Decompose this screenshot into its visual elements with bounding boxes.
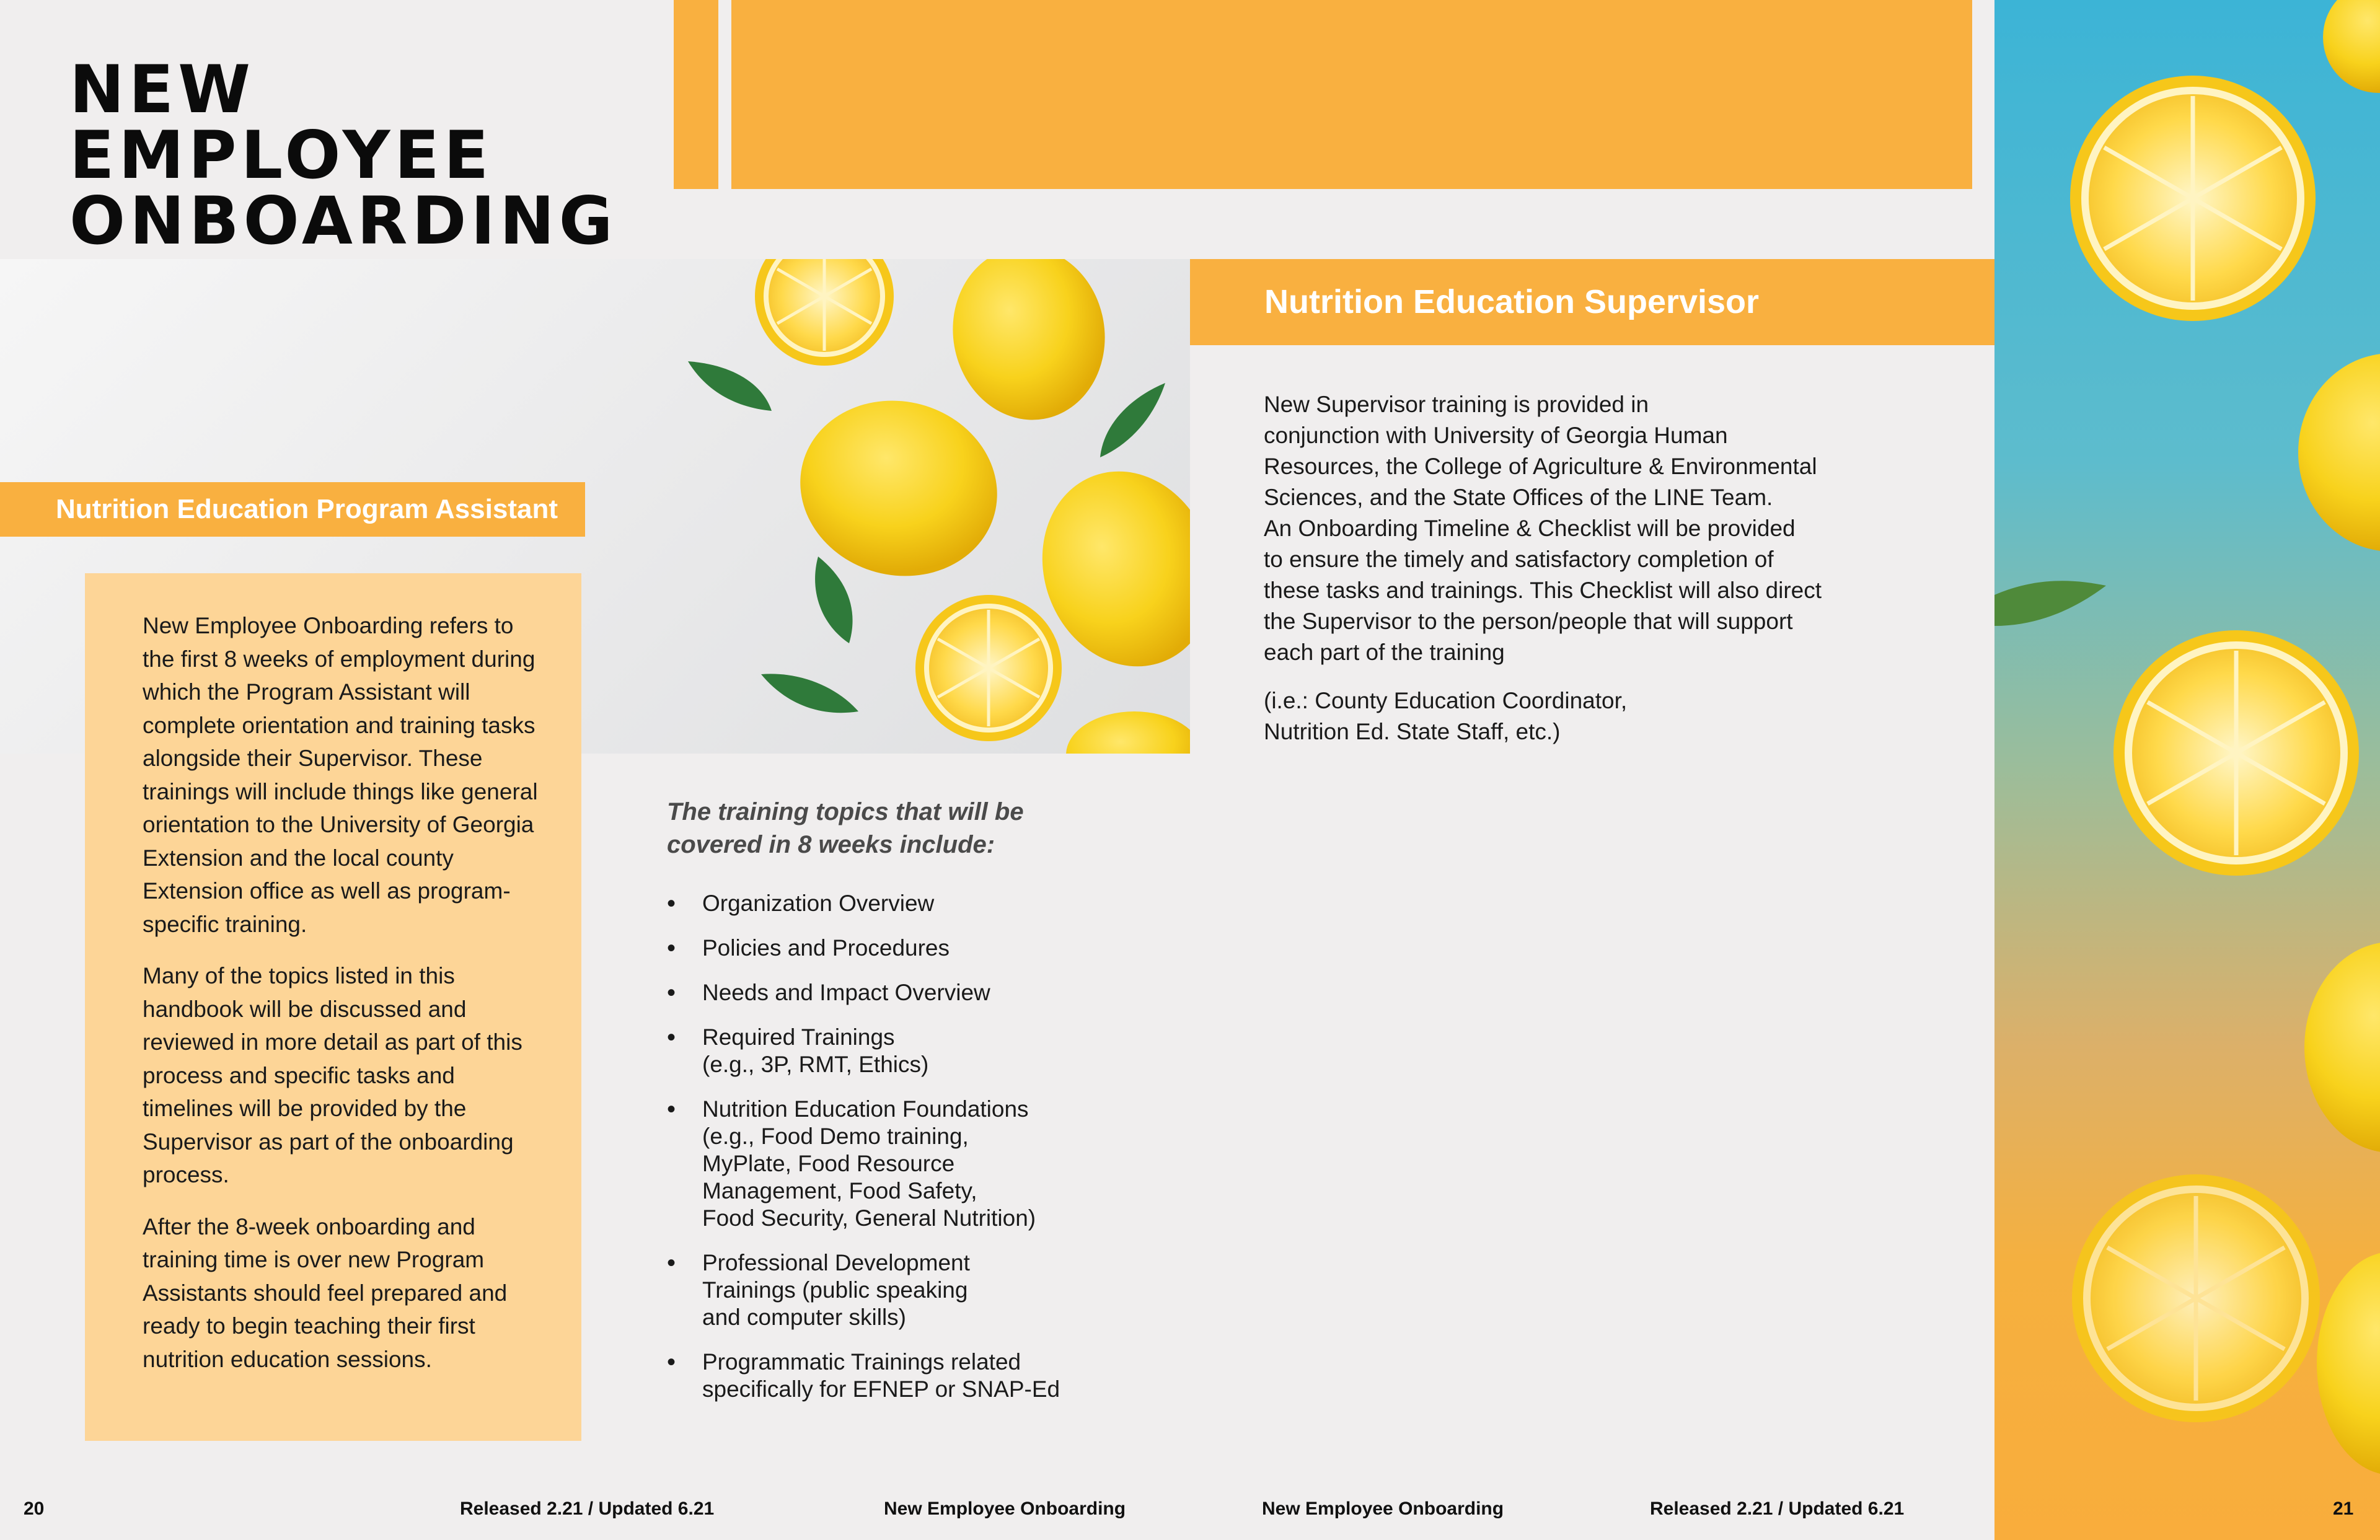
supervisor-note [1264, 685, 1890, 747]
list-item-text: Programmatic Trainings related [702, 1349, 1021, 1375]
training-topics-list [667, 890, 1138, 1420]
list-item-text: Management, Food Safety, [702, 1178, 977, 1203]
list-item-text: Required Trainings [702, 1024, 895, 1050]
paragraph: New Employee Onboarding refers to the first 8 weeks of employment during which the Program Assistant will complete orientation and training tasks alongside their Supervisor. These trainings will include things like general orientation to the University of Georgia Extension and the local county Extension office as well as program-specific training. [143, 613, 538, 937]
text-line: New Supervisor training is provided in [1264, 392, 1649, 417]
list-item-text: specifically for EFNEP or SNAP-Ed [702, 1376, 1060, 1402]
list-item-text: Organization Overview [702, 891, 935, 916]
program-assistant-heading: Nutrition Education Program Assistant [0, 482, 585, 537]
lemon-half-1 [2070, 76, 2316, 321]
list-item-text: Professional Development [702, 1250, 970, 1275]
supervisor-heading: Nutrition Education Supervisor [1190, 259, 1996, 345]
list-item-text: Needs and Impact Overview [702, 980, 990, 1005]
lemon-half-bottom [915, 595, 1062, 741]
right-release-info: Released 2.21 / Updated 6.21 [1650, 1498, 1905, 1519]
leaf-3 [815, 557, 852, 643]
leaf-2 [1100, 383, 1165, 457]
leaf [1994, 581, 2106, 626]
text-line: An Onboarding Timeline & Checklist will be provided [1264, 516, 1796, 541]
list-item [667, 935, 1138, 962]
paragraph: After the 8-week onboarding and training time is over new Program Assistants should feel prepared and ready to begin teaching their first nutrition education sessions. [143, 1213, 508, 1372]
lemon-top-edge [2323, 0, 2380, 93]
supervisor-description [1264, 389, 1890, 765]
text-line: conjunction with University of Georgia Human [1264, 423, 1728, 448]
text-line: each part of the training [1264, 640, 1505, 665]
list-item-text: Policies and Procedures [702, 935, 950, 961]
lemon-half-top [755, 259, 894, 366]
header-accent-bar-small [674, 0, 718, 189]
lemon-whole-edge-2 [2304, 942, 2380, 1153]
list-item [667, 1249, 1138, 1331]
text-line: to ensure the timely and satisfactory completion of [1264, 547, 1774, 572]
list-item-text: Trainings (public speaking [702, 1277, 968, 1303]
paragraph: Many of the topics listed in this handbook will be discussed and reviewed in more detail as part of this process and specific tasks and timelines will be provided by the Supervisor as part of the onboarding process. [143, 963, 522, 1187]
leaf-1 [688, 361, 772, 411]
list-item [667, 890, 1138, 917]
lemon-halves-illustration [1994, 0, 2380, 1540]
list-item-text: (e.g., 3P, RMT, Ethics) [702, 1052, 929, 1077]
text-line: the Supervisor to the person/people that will support [1264, 609, 1793, 634]
lemon-halves-photo [1994, 0, 2380, 1540]
heading-line: covered in 8 weeks include: [667, 831, 995, 858]
text-line: Nutrition Ed. State Staff, etc.) [1264, 719, 1561, 744]
list-item [667, 1349, 1138, 1403]
list-item [667, 1024, 1138, 1078]
heading-line: The training topics that will be [667, 798, 1024, 825]
text-line: Sciences, and the State Offices of the LINE Team. [1264, 485, 1773, 510]
right-page-number: 21 [2333, 1498, 2354, 1519]
training-topics-heading [667, 796, 1113, 861]
lemon-whole-edge-3 [2317, 1252, 2380, 1475]
lemon-half-3 [2072, 1174, 2320, 1422]
lemon-whole-top-right [940, 259, 1119, 432]
page-title [69, 51, 627, 259]
text-line: Resources, the College of Agriculture & Environmental [1264, 454, 1817, 479]
lemon-whole-edge-1 [2298, 353, 2380, 552]
page-title-line-1: NEW EMPLOYEE [69, 51, 493, 193]
list-item-text: and computer skills) [702, 1305, 907, 1330]
lemon-whole-middle [780, 379, 1017, 597]
list-item-text: Nutrition Education Foundations [702, 1096, 1029, 1122]
program-assistant-description [85, 573, 581, 1441]
left-footer-title: New Employee Onboarding [884, 1498, 1126, 1519]
lemon-bottom-right [1066, 711, 1190, 754]
list-item [667, 979, 1138, 1006]
right-footer-title: New Employee Onboarding [1262, 1498, 1504, 1519]
text-line: (i.e.: County Education Coordinator, [1264, 688, 1628, 713]
left-page-number: 20 [24, 1498, 45, 1519]
page-title-line-2: ONBOARDING [69, 183, 617, 259]
leaf-4 [761, 674, 858, 713]
list-item [667, 1096, 1138, 1232]
text-line: these tasks and trainings. This Checklist will also direct [1264, 578, 1822, 603]
lemon-half-2 [2113, 630, 2359, 876]
list-item-text: MyPlate, Food Resource [702, 1151, 955, 1176]
left-release-info: Released 2.21 / Updated 6.21 [460, 1498, 715, 1519]
paragraph [1264, 389, 1890, 668]
header-accent-bar-large [731, 0, 1972, 189]
list-item-text: (e.g., Food Demo training, [702, 1124, 969, 1149]
list-item-text: Food Security, General Nutrition) [702, 1205, 1036, 1231]
